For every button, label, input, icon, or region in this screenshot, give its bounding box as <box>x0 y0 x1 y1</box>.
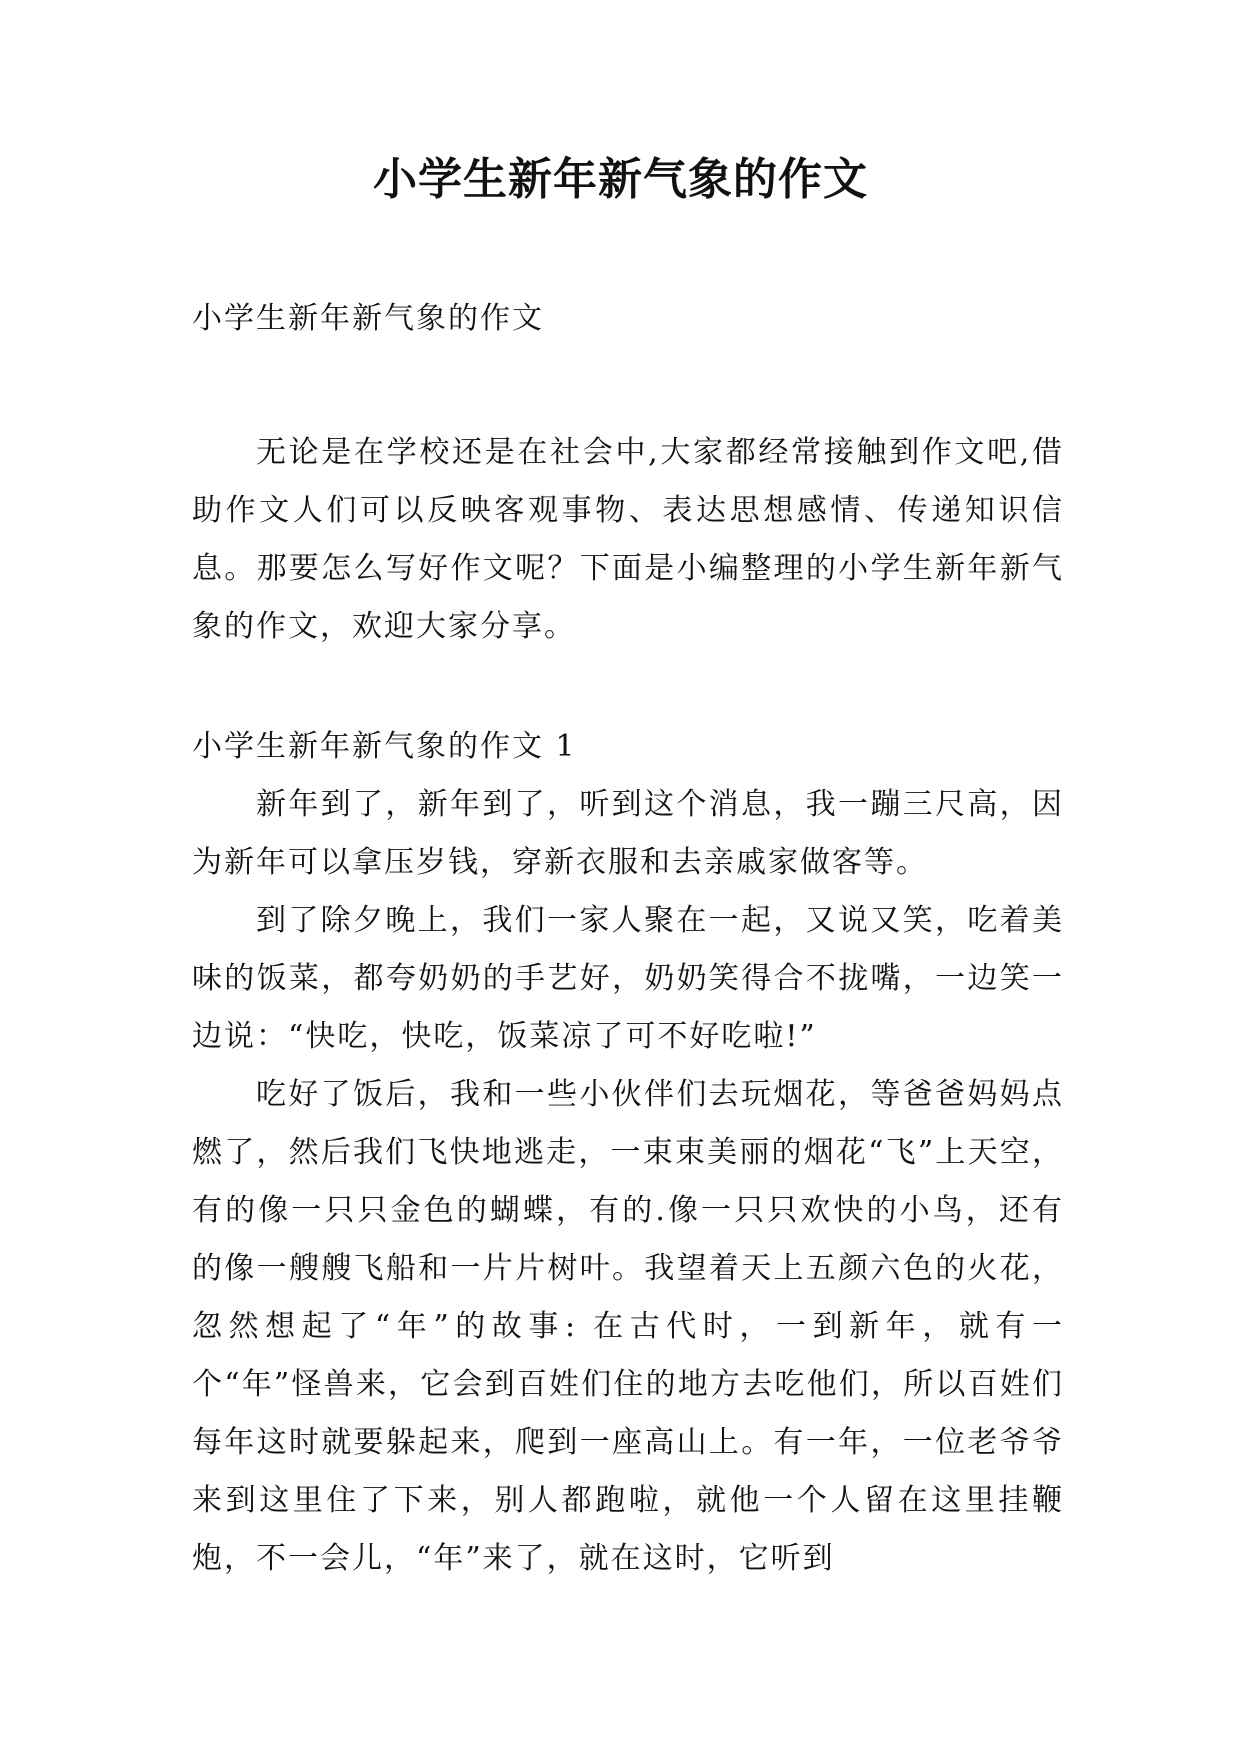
body-paragraph-3: 吃好了饭后，我和一些小伙伴们去玩烟花，等爸爸妈妈点燃了，然后我们飞快地逃走，一束束美丽的烟花“飞”上天空，有的像一只只金色的蝴蝶，有的.像一只只欢快的小鸟，还有的像一艘艘飞船和一片片树叶。我望着天上五颜六色的火花，忽然想起了“年”的故事: 在古代时，一到新年，就有一个“年”怪兽来，它会到百姓们住的地方去吃他们，所以百姓们每年这时就要躲起来，爬到一座高山上。有一年，一位老爷爷来到这里住了下来，别人都跑啦，就他一个人留在这里挂鞭炮，不一会儿，“年”来了，就在这时，它听到 <box>192 1077 1064 1576</box>
spacer <box>192 348 1064 424</box>
intro-paragraph: 无论是在学校还是在社会中,大家都经常接触到作文吧,借助作文人们可以反映客观事物、表达思想感情、传递知识信息。那要怎么写好作文呢？下面是小编整理的小学生新年新气象的作文，欢迎大家分享。 <box>192 435 1064 644</box>
document-body <box>192 290 1064 1588</box>
document-subtitle: 小学生新年新气象的作文 <box>192 301 544 336</box>
body-paragraph-1: 新年到了，新年到了，听到这个消息，我一蹦三尺高，因为新年可以拿压岁钱，穿新衣服和去亲戚家做客等。 <box>192 787 1064 880</box>
section-heading: 小学生新年新气象的作文 1 <box>192 729 577 764</box>
document-title: 小学生新年新气象的作文 <box>373 154 868 205</box>
body-paragraph-2: 到了除夕晚上，我们一家人聚在一起，又说又笑，吃着美味的饭菜，都夸奶奶的手艺好，奶奶笑得合不拢嘴，一边笑一边说：“快吃，快吃，饭菜凉了可不好吃啦!” <box>192 903 1064 1054</box>
spacer <box>192 656 1064 718</box>
